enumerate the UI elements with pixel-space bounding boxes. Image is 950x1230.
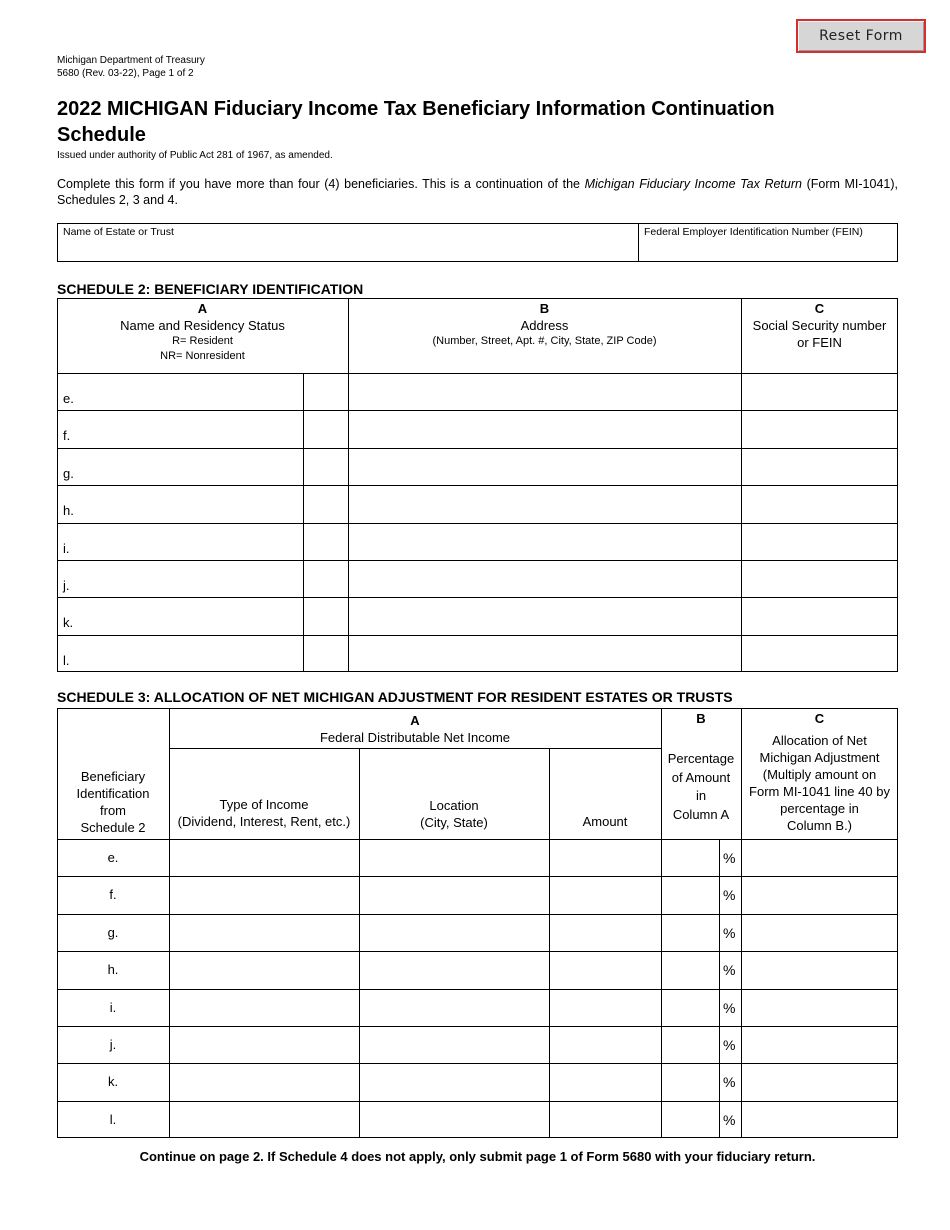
sched3-allocation-input[interactable] [743,991,897,1024]
sched3-amount-input[interactable] [551,953,660,986]
sched3-location-input[interactable] [361,1065,548,1098]
sched3-amount-input[interactable] [551,841,660,874]
sched3-amount-input[interactable] [551,916,660,949]
sched3-type-of-income-input[interactable] [171,953,358,986]
sched3-col-b-letter: B [696,711,706,726]
percent-sign: % [723,1074,736,1090]
sched3-type-of-income-input[interactable] [171,1065,358,1098]
sched3-location-input[interactable] [361,1103,548,1136]
sched2-col-a-header: A Name and Residency Status R= Resident NR= Nonresident [120,301,285,362]
percent-sign: % [723,962,736,978]
page-title [57,96,917,148]
sched3-type-of-income-header: Type of Income (Dividend, Interest, Rent, etc.) [177,797,351,829]
sched2-residency-input[interactable] [305,637,347,670]
continue-note: Continue on page 2. If Schedule 4 does not apply, only submit page 1 of Form 5680 with your fiduciary return. [139,1149,816,1164]
sched2-ssn-fein-input[interactable] [743,487,897,520]
sched3-amount-input[interactable] [551,1028,660,1061]
percent-sign: % [723,1000,736,1016]
sched2-row-label: g. [63,466,74,481]
sched3-percentage-input[interactable] [663,841,718,874]
sched3-row-label: j. [109,1037,117,1052]
sched2-residency-input[interactable] [305,412,347,445]
estate-name-label: Name of Estate or Trust [63,226,174,238]
sched3-location-header: Location (City, State) [420,798,488,830]
sched3-row-label: k. [107,1074,119,1089]
percent-sign: % [723,1112,736,1128]
intro-italic-title: Michigan Fiduciary Income Tax Return [584,177,802,191]
sched2-name-input[interactable] [78,412,302,445]
sched3-percentage-input[interactable] [663,1028,718,1061]
sched2-ssn-fein-input[interactable] [743,562,897,595]
sched2-address-input[interactable] [350,637,740,670]
sched3-percentage-input[interactable] [663,916,718,949]
title-line-2: Schedule [57,124,146,146]
sched2-row-label: i. [63,541,70,556]
sched3-row-label: h. [107,962,119,977]
sched2-address-input[interactable] [350,450,740,483]
sched2-address-input[interactable] [350,412,740,445]
sched3-allocation-input[interactable] [743,916,897,949]
sched3-amount-input[interactable] [551,1065,660,1098]
authority-note: Issued under authority of Public Act 281 of 1967, as amended. [57,150,333,161]
sched3-type-of-income-input[interactable] [171,1103,358,1136]
sched2-col-c-header: C Social Security number or FEIN [752,301,887,350]
sched2-residency-input[interactable] [305,375,347,408]
sched2-name-input[interactable] [78,375,302,408]
intro-part-2: (Form MI-1041), Schedules 2, 3 and 4. [57,177,898,207]
fein-input[interactable] [641,240,895,260]
schedule-2-heading: SCHEDULE 2: BENEFICIARY IDENTIFICATION [57,281,364,297]
sched3-amount-input[interactable] [551,991,660,1024]
reset-form-button[interactable]: Reset Form [796,19,926,53]
sched2-row-label: k. [63,615,74,630]
estate-name-input[interactable] [60,240,635,260]
sched2-address-input[interactable] [350,375,740,408]
sched3-row-label: e. [107,850,119,865]
sched3-location-input[interactable] [361,878,548,911]
sched2-residency-input[interactable] [305,450,347,483]
sched3-amount-input[interactable] [551,878,660,911]
sched3-type-of-income-input[interactable] [171,841,358,874]
sched2-residency-input[interactable] [305,487,347,520]
sched2-name-input[interactable] [78,599,302,632]
sched2-name-input[interactable] [78,562,302,595]
sched3-location-input[interactable] [361,1028,548,1061]
sched3-type-of-income-input[interactable] [171,916,358,949]
sched2-residency-input[interactable] [305,525,347,558]
intro-paragraph [57,176,898,208]
intro-part-1: Complete this form if you have more than four (4) beneficiaries. This is a continuation of the [57,177,585,191]
sched3-type-of-income-input[interactable] [171,878,358,911]
sched2-ssn-fein-input[interactable] [743,375,897,408]
sched3-amount-input[interactable] [551,1103,660,1136]
sched2-row-label: j. [63,578,70,593]
sched3-row-label: i. [109,1000,117,1015]
sched3-percentage-input[interactable] [663,953,718,986]
sched3-amount-header: Amount [582,814,628,829]
sched3-type-of-income-input[interactable] [171,1028,358,1061]
sched3-percentage-input[interactable] [663,878,718,911]
sched2-row-label: e. [63,391,74,406]
sched3-row-label: f. [109,887,117,902]
sched2-ssn-fein-input[interactable] [743,450,897,483]
sched2-ssn-fein-input[interactable] [743,599,897,632]
percent-sign: % [723,1037,736,1053]
sched2-residency-input[interactable] [305,599,347,632]
sched2-row-label: f. [63,428,71,443]
sched2-address-input[interactable] [350,599,740,632]
sched2-address-input[interactable] [350,487,740,520]
sched2-residency-input[interactable] [305,562,347,595]
sched2-row-label: h. [63,503,74,518]
department-name: Michigan Department of Treasury [57,55,205,66]
sched3-allocation-input[interactable] [743,953,897,986]
sched3-location-input[interactable] [361,953,548,986]
sched3-allocation-input[interactable] [743,841,897,874]
sched3-col-c-letter: C [814,711,825,726]
sched2-ssn-fein-input[interactable] [743,525,897,558]
sched2-ssn-fein-input[interactable] [743,637,897,670]
sched3-percentage-input[interactable] [663,1103,718,1136]
sched3-col-a-header: A Federal Distributable Net Income [319,713,511,745]
sched3-percentage-header: Percentage of Amount in Column A [667,751,735,822]
sched2-name-input[interactable] [78,525,302,558]
sched3-type-of-income-input[interactable] [171,991,358,1024]
percent-sign: % [723,887,736,903]
fein-label: Federal Employer Identification Number (FEIN) [644,226,863,238]
sched3-allocation-header: Allocation of Net Michigan Adjustment (Multiply amount on Form MI-1041 line 40 by percentage in Column B.) [749,733,890,833]
sched3-allocation-input[interactable] [743,878,897,911]
sched2-address-input[interactable] [350,525,740,558]
sched3-location-input[interactable] [361,991,548,1024]
sched3-location-input[interactable] [361,916,548,949]
sched2-address-input[interactable] [350,562,740,595]
sched2-row-label: l. [63,653,70,668]
sched2-ssn-fein-input[interactable] [743,412,897,445]
sched3-percentage-input[interactable] [663,1065,718,1098]
sched3-allocation-input[interactable] [743,1065,897,1098]
sched2-name-input[interactable] [78,487,302,520]
sched3-location-input[interactable] [361,841,548,874]
sched2-col-b-header: B Address (Number, Street, Apt. #, City, State, ZIP Code) [432,301,657,347]
sched3-row-label: g. [107,925,119,940]
sched2-name-input[interactable] [78,450,302,483]
percent-sign: % [723,925,736,941]
sched3-allocation-input[interactable] [743,1028,897,1061]
schedule-3-heading: SCHEDULE 3: ALLOCATION OF NET MICHIGAN ADJUSTMENT FOR RESIDENT ESTATES OR TRUSTS [57,689,733,705]
title-line-1: 2022 MICHIGAN Fiduciary Income Tax Beneficiary Information Continuation [57,98,775,120]
form-revision: 5680 (Rev. 03-22), Page 1 of 2 [57,68,194,79]
sched3-row-label: l. [109,1112,117,1127]
sched3-beneficiary-id-header: Beneficiary Identification from Schedule 2 [76,769,150,835]
sched3-allocation-input[interactable] [743,1103,897,1136]
sched2-name-input[interactable] [78,637,302,670]
percent-sign: % [723,850,736,866]
sched3-percentage-input[interactable] [663,991,718,1024]
